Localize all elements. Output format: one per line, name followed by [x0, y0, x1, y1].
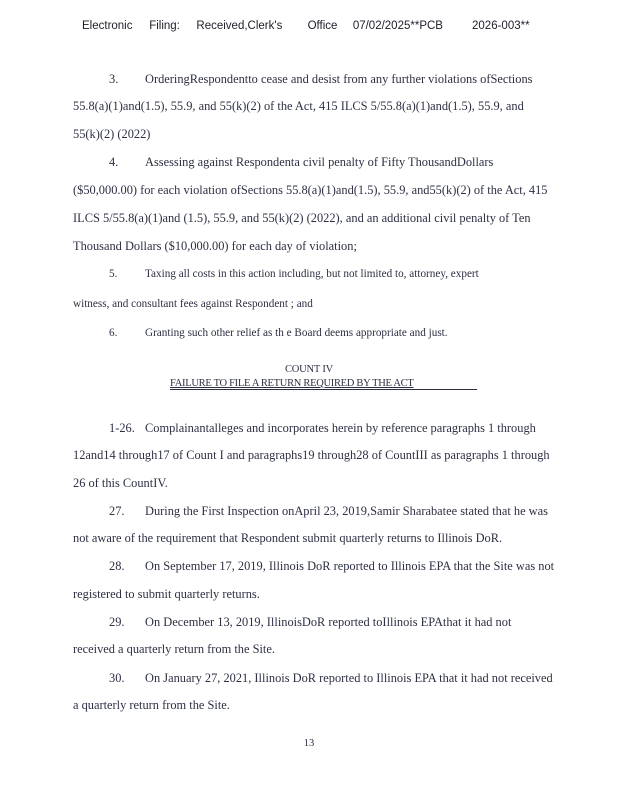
- paragraph-line: received a quarterly return from the Site.: [73, 642, 275, 656]
- paragraph-line: On December 13, 2019, IllinoisDoR reported toIllinois EPAthat it had not: [145, 615, 512, 629]
- item-number: 4.: [109, 155, 119, 169]
- paragraph-number: 27.: [109, 504, 125, 518]
- paragraph-line: On September 17, 2019, Illinois DoR reported to Illinois EPA that the Site was not: [145, 559, 555, 573]
- count-title: COUNT IV: [284, 364, 334, 375]
- paragraph-line: 12and14 through17 of Count I and paragraphs19 through28 of CountIII as paragraphs 1 through: [73, 448, 550, 462]
- item-line: witness, and consultant fees against Respondent ; and: [73, 298, 313, 310]
- item-line: 55(k)(2) (2022): [73, 127, 151, 141]
- header-received: Received,Clerk's: [196, 20, 283, 32]
- paragraph-line: a quarterly return from the Site.: [73, 698, 230, 712]
- header-filing: Filing:: [149, 20, 180, 32]
- header-electronic: Electronic: [82, 20, 133, 32]
- paragraph-line: not aware of the requirement that Respondent submit quarterly returns to Illinois DoR.: [73, 531, 503, 545]
- count-subtitle: FAILURE TO FILE A RETURN REQUIRED BY THE ACT: [170, 378, 477, 390]
- paragraph-line: On January 27, 2021, Illinois DoR reported to Illinois EPA that it had not received: [145, 671, 553, 685]
- paragraph-number: 1-26.: [109, 421, 135, 435]
- item-number: 5.: [109, 268, 118, 280]
- item-line: Thousand Dollars ($10,000.00) for each day of violation;: [73, 239, 357, 253]
- item-line: Taxing all costs in this action including, but not limited to, attorney, expert: [145, 268, 479, 280]
- item-line: OrderingRespondentto cease and desist from any further violations ofSections: [145, 72, 533, 86]
- paragraph-line: 26 of this CountIV.: [73, 476, 168, 490]
- item-number: 3.: [109, 72, 119, 86]
- item-line: ILCS 5/55.8(a)(1)and (1.5), 55.9, and 55(k)(2) (2022), and an additional civil penalty of Ten: [73, 211, 531, 225]
- filing-header: [82, 20, 530, 32]
- paragraph-number: 28.: [109, 559, 125, 573]
- header-date: 07/02/2025**PCB: [352, 20, 443, 32]
- item-number: 6.: [109, 327, 118, 339]
- item-line: Assessing against Respondenta civil penalty of Fifty ThousandDollars: [145, 155, 494, 169]
- item-line: Granting such other relief as th e Board deems appropriate and just.: [145, 327, 448, 339]
- paragraph-line: During the First Inspection onApril 23, 2019,Samir Sharabatee stated that he was: [145, 504, 548, 518]
- header-case-number: 2026-003**: [472, 20, 530, 32]
- item-line: 55.8(a)(1)and(1.5), 55.9, and 55(k)(2) of the Act, 415 ILCS 5/55.8(a)(1)and(1.5), 55.9, and: [73, 99, 524, 113]
- paragraph-number: 29.: [109, 615, 125, 629]
- item-line: ($50,000.00) for each violation ofSections 55.8(a)(1)and(1.5), 55.9, and55(k)(2) of the Act, 415: [73, 183, 548, 197]
- page-number: 13: [303, 738, 315, 749]
- paragraph-line: Complainantalleges and incorporates herein by reference paragraphs 1 through: [145, 421, 536, 435]
- header-office: Office: [307, 20, 338, 32]
- paragraph-line: registered to submit quarterly returns.: [73, 587, 260, 601]
- paragraph-number: 30.: [109, 671, 125, 685]
